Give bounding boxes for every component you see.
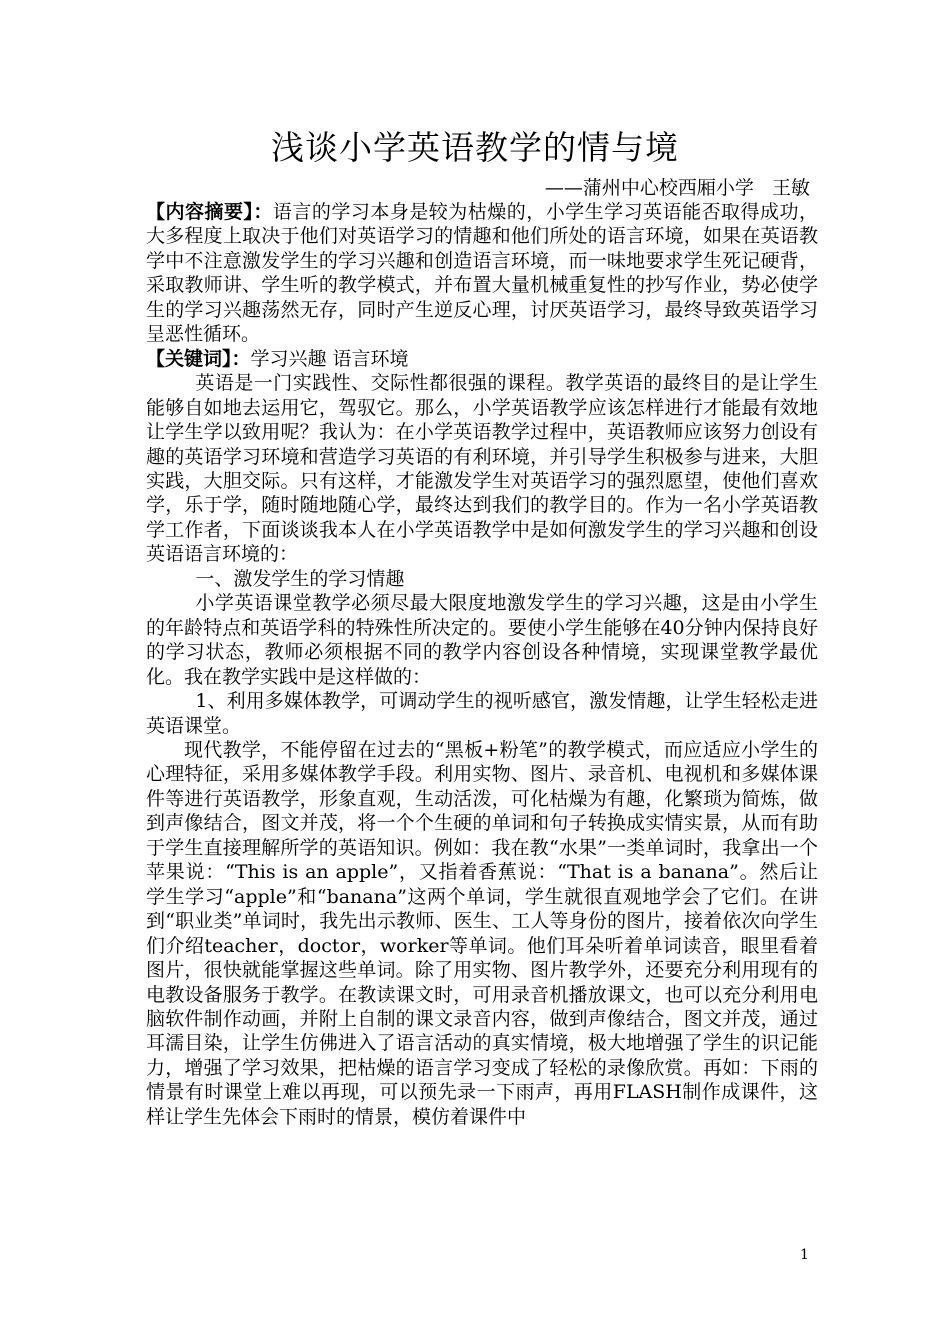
body-paragraph: 小学英语课堂教学必须尽最大限度地激发学生的学习兴趣，这是由小学生的年龄特点和英语学科的特殊性所决定的。要使小学生能够在40分钟内保持良好的学习状态，教师必须根据不同的教学内容创设各种情境，实现课堂教学最优化。我在教学实践中是这样做的： <box>146 592 818 688</box>
abstract-text: 语言的学习本身是较为枯燥的，小学生学习英语能否取得成功，大多程度上取决于他们对英语学习的情趣和他们所处的语言环境，如果在英语教学中不注意激发学生的学习兴趣和创造语言环境，而一味地要求学生死记硬背，采取教师讲、学生听的教学模式，并布置大量机械重复性的抄写作业，势必使学生的学习兴趣荡然无存，同时产生逆反心理，讨厌英语学习，最终导致英语学习呈恶性循环。 <box>146 201 818 346</box>
abstract-paragraph <box>146 200 818 347</box>
document-body <box>146 200 818 1129</box>
section-heading: 一、激发学生的学习情趣 <box>195 567 405 590</box>
keywords-label: 【关键词】： <box>146 347 251 370</box>
keywords-paragraph <box>146 347 818 371</box>
body-paragraph: 现代教学，不能停留在过去的“黑板+粉笔”的教学模式，而应适应小学生的心理特征，采用多媒体教学手段。利用实物、图片、录音机、电视机和多媒体课件等进行英语教学，形象直观，生动活泼，可化枯燥为有趣，化繁琐为简炼，做到声像结合，图文并茂，将一个个生硬的单词和句子转换成实情实景，从而有助于学生直接理解所学的英语知识。例如：我在教“水果”一类单词时，我拿出一个苹果说：“This is an apple”，又指着香蕉说：“That is a banana”。然后让学生学习“apple”和“banana”这两个单词，学生就很直观地学会了它们。在讲到“职业类”单词时，我先出示教师、医生、工人等身份的图片，接着依次向学生们介绍teacher，doctor，worker等单词。他们耳朵听着单词读音，眼里看着图片，很快就能掌握这些单词。除了用实物、图片教学外，还要充分利用现有的电教设备服务于教学。在教读课文时，可用录音机播放课文，也可以充分利用电脑软件制作动画，并附上自制的课文录音内容，做到声像结合，图文并茂，通过耳濡目染，让学生仿佛进入了语言活动的真实情境，极大地增强了学生的识记能力，增强了学习效果，把枯燥的语言学习变成了轻松的录像欣赏。再如：下雨的情景有时课堂上难以再现，可以预先录一下雨声，再用FLASH制作成课件，这样让学生先体会下雨时的情景，模仿着课件中 <box>146 738 818 1128</box>
abstract-label: 【内容摘要】： <box>146 201 273 223</box>
keywords-text: 学习兴趣 语言环境 <box>250 347 409 370</box>
document-title: 浅谈小学英语教学的情与境 <box>271 128 679 167</box>
body-paragraph: 英语是一门实践性、交际性都很强的课程。教学英语的最终目的是让学生能够自如地去运用它，驾驭它。那么，小学英语教学应该怎样进行才能最有效地让学生学以致用呢？我认为：在小学英语教学过程中，英语教师应该努力创设有趣的英语学习环境和营造学习英语的有利环境，并引导学生积极参与进来，大胆实践，大胆交际。只有这样，才能激发学生对英语学习的强烈愿望，使他们喜欢学，乐于学，随时随地随心学，最终达到我们的教学目的。作为一名小学英语教学工作者，下面谈谈我本人在小学英语教学中是如何激发学生的学习兴趣和创设英语语言环境的： <box>146 372 818 566</box>
author-line: ——蒲州中心校西厢小学 王敏 <box>544 177 810 199</box>
body-paragraph: 1、利用多媒体教学，可调动学生的视听感官，激发情趣，让学生轻松走进英语课堂。 <box>146 690 818 737</box>
page-number: 1 <box>800 1247 809 1263</box>
